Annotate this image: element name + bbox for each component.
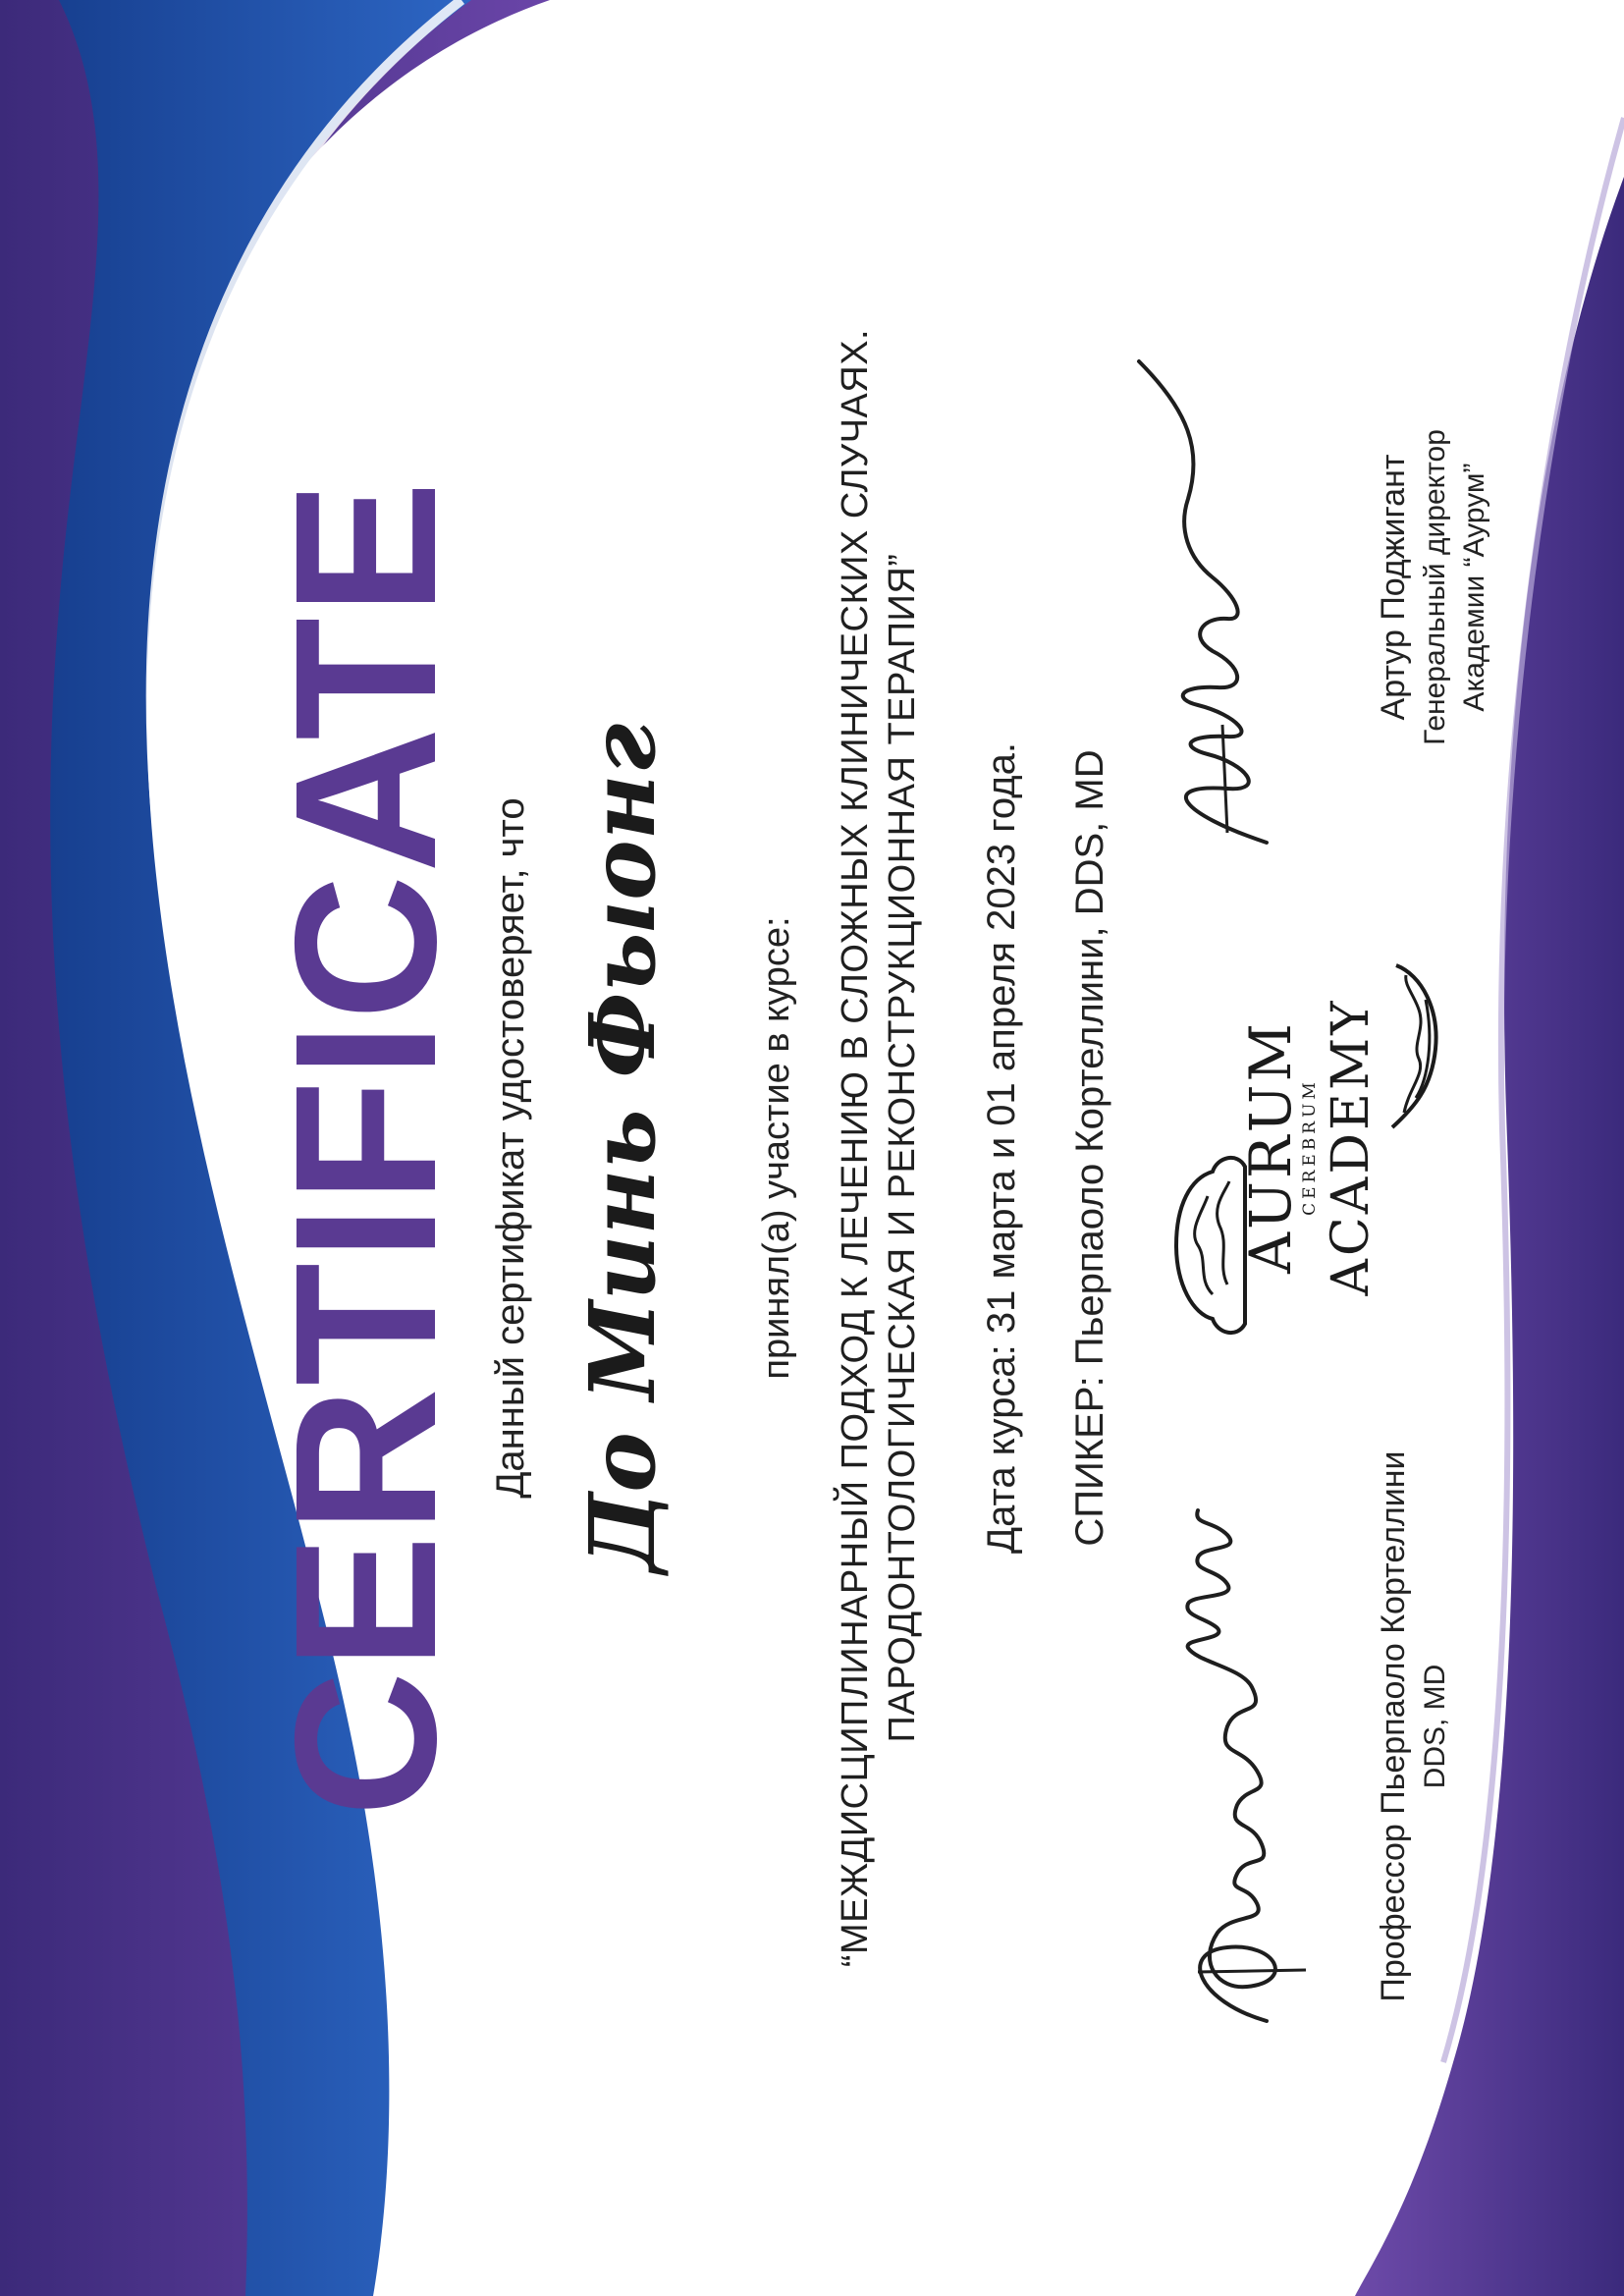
signatory-right-title-2: Академии “Аурум” (1458, 463, 1490, 712)
course-dates: Дата курса: 31 марта и 01 апреля 2023 года. (980, 742, 1023, 1554)
signatory-left-title: DDS, MD (1419, 1664, 1451, 1789)
signatory-right (1375, 312, 1491, 862)
recipient-name: До Минь Фыонг (569, 723, 676, 1573)
course-title-line-2: ПАРОДОНТОЛОГИЧЕСКАЯ И РЕКОНСТРУКЦИОННАЯ ТЕРАПИЯ” (882, 553, 923, 1743)
logo-brand-middle: CEREBRUM (1300, 1078, 1320, 1216)
signatory-right-title-1: Генеральный директор (1419, 429, 1451, 745)
signature-right (1119, 322, 1316, 872)
signature-left (1159, 1491, 1316, 2041)
certificate-title: CERTIFICATE (253, 479, 478, 1818)
participation-text: принял(а) участие в курсе: (756, 916, 797, 1380)
logo-brand-bottom: ACADEMY (1322, 998, 1380, 1296)
logo-brand-top: AURUM (1237, 1020, 1304, 1274)
course-title-line-1: “МЕЖДИСЦИПЛИНАРНЫЙ ПОДХОД К ЛЕЧЕНИЮ В СЛОЖНЫХ КЛИНИЧЕСКИХ СЛУЧАЯХ. (835, 328, 876, 1968)
signatory-right-name: Артур Поджигант (1375, 454, 1412, 721)
intro-text: Данный сертификат удостоверяет, что (489, 797, 532, 1499)
signatory-left (1375, 1422, 1452, 2031)
signatory-left-name: Профессор Пьерпаоло Кортеллини (1375, 1450, 1412, 2002)
course-speaker: СПИКЕР: Пьерпаоло Кортеллини, DDS, MD (1068, 749, 1111, 1547)
aurum-cerebrum-academy-logo (1168, 941, 1532, 1353)
